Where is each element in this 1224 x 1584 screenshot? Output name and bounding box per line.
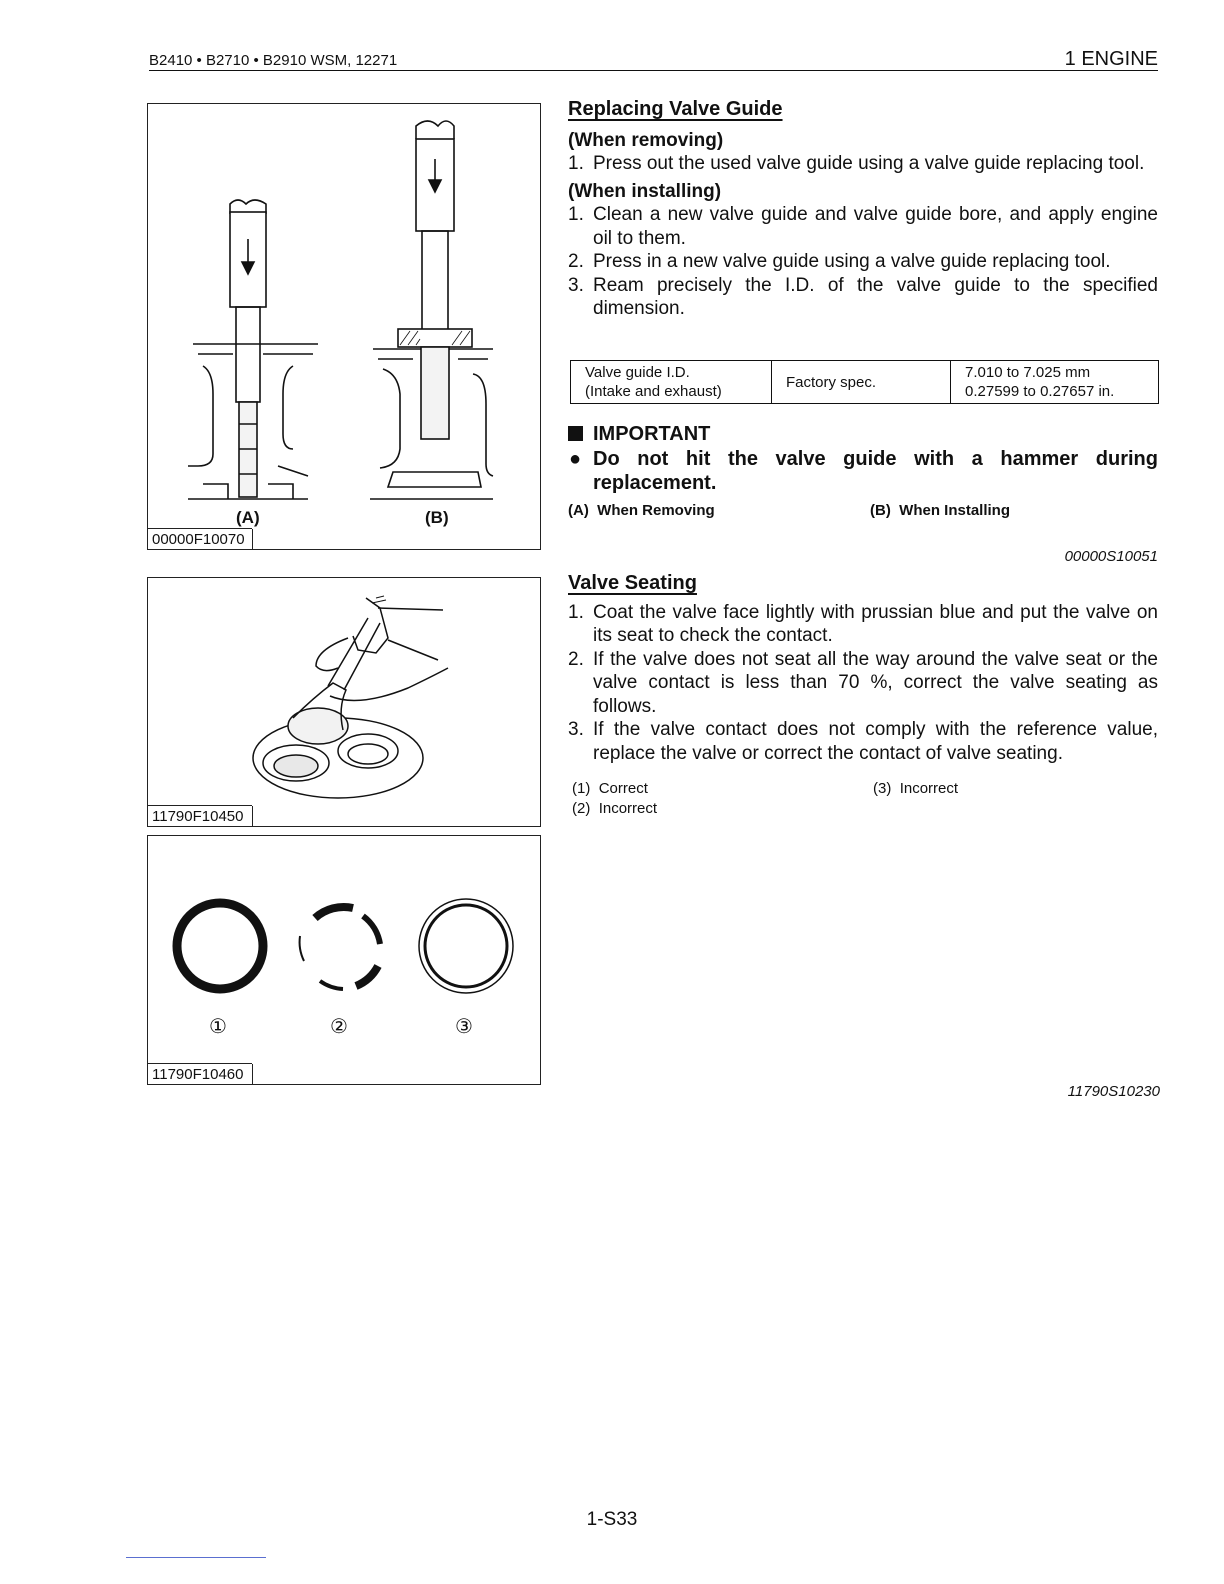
figure-label-a: (A) [236,508,260,527]
ring-marker-1: ① [209,1016,227,1038]
header-document-id: B2410 • B2710 • B2910 WSM, 12271 [149,52,398,69]
ring-broken-arc-1 [315,907,353,918]
header-section-title: 1 ENGINE [1064,48,1158,70]
ring-broken-arc-4 [320,981,343,989]
valve-seat-illustration [148,578,538,803]
legend-1: (1) Correct [572,780,648,797]
ring-outer-thin [419,899,513,993]
ring-correct [177,903,263,989]
ring-inner-thick [425,905,507,987]
list-item: 1. Clean a new valve guide and valve guide bore, and apply engine oil to them. [568,204,1158,249]
list-item: 2. If the valve does not seat all the way around the valve seat or the valve contact is less than 70 %, correct the valve seating as follows. [568,648,1158,717]
installing-steps [568,203,1158,321]
important-heading: IMPORTANT [568,423,710,446]
section-valve-seating [568,572,1158,765]
ring-broken-arc-5 [300,936,304,961]
spec-table [570,360,1159,404]
ring-broken-arc-2 [363,916,380,944]
reference-code: 00000S10051 [1064,548,1158,565]
important-square-icon [568,426,583,441]
removing-steps [568,152,1158,176]
spec-type: Factory spec. [772,361,951,404]
seating-steps [568,601,1158,766]
contact-pattern-rings [148,836,538,1016]
figure-code: 11790F10450 [152,808,244,825]
header-rule [149,70,1158,71]
removing-heading: (When removing) [568,129,724,151]
figure-code: 00000F10070 [152,531,245,548]
list-item: 1. Coat the valve face lightly with prussian blue and put the valve on its seat to check the contact. [568,601,1158,646]
figure-contact-patterns [147,835,541,1085]
valve-guide-tool-illustration [148,104,538,504]
legend-a: (A) When Removing [568,502,715,519]
table-row [571,361,1159,404]
spec-item: Valve guide I.D. (Intake and exhaust) [571,361,772,404]
list-item: 2. Press in a new valve guide using a valve guide replacing tool. [568,251,1111,272]
figure-code: 11790F10460 [152,1066,244,1083]
spec-value: 7.010 to 7.025 mm 0.27599 to 0.27657 in. [951,361,1159,404]
section-replacing-valve-guide [568,98,1158,321]
section-title: Valve Seating [568,572,697,594]
list-item: 3. Ream precisely the I.D. of the valve guide to the specified dimension. [568,274,1158,319]
bullet-icon: ● [569,448,582,470]
ring-broken-arc-3 [356,966,378,986]
list-item: 3. If the valve contact does not comply with the reference value, replace the valve or correct the contact of valve seating. [568,719,1158,764]
section-title: Replacing Valve Guide [568,98,783,120]
ring-marker-2: ② [330,1016,348,1038]
ring-marker-3: ③ [455,1016,473,1038]
page-number: 1-S33 [586,1509,638,1530]
legend-b: (B) When Installing [870,502,1011,519]
legend-3: (3) Incorrect [873,780,959,797]
figure-valve-seating-check [147,577,541,827]
figure-label-b: (B) [425,508,449,527]
figure-valve-guide-replacing [147,103,541,550]
legend-2: (2) Incorrect [572,800,658,817]
installing-heading: (When installing) [568,180,722,202]
important-note: ● Do not hit the valve guide with a hammer during replacement. [569,448,1158,494]
footer-rule [126,1557,266,1558]
reference-code: 11790S10230 [1067,1083,1160,1100]
list-item: 1. Press out the used valve guide using a valve guide replacing tool. [568,153,1145,174]
